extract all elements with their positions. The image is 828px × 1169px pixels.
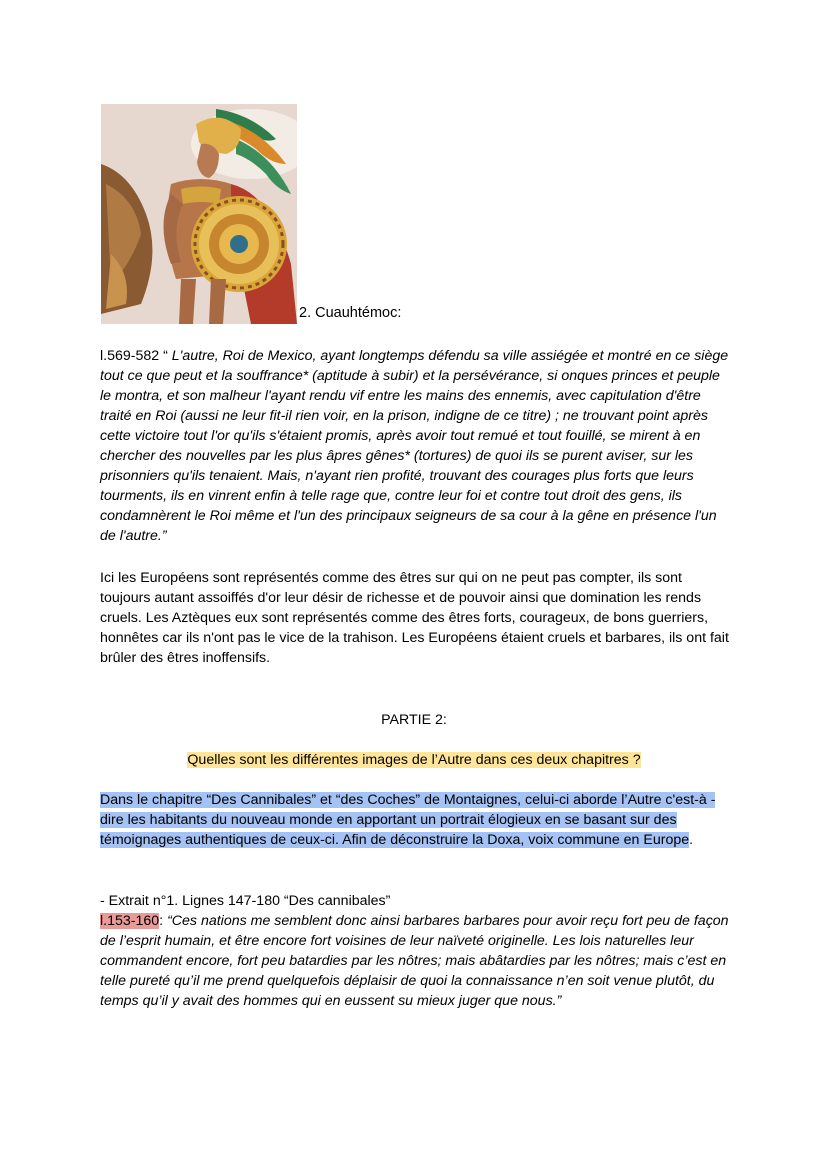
extract-quote-text: “Ces nations me semblent donc ainsi barbares barbares pour avoir reçu fort peu de façon de l’esprit humain, et être encore fort voisines de leur naïveté originelle. Les lois naturelles leur commandent encore, fort peu batardies par les nôtres; mais abâtardies par les nôtres; mais c’est en telle pureté qu’il me prend quelquefois déplaisir de quoi la connaissance n’en soit venue plutôt, du temps qu’il y avait des hommes qui en eussent su mieux juger que nous.” [100,913,729,1009]
highlighted-paragraph [100,790,730,850]
paragraph-end: . [689,832,694,848]
extract-section [100,891,730,1011]
highlighted-question: Quelles sont les différentes images de l’Autre dans ces deux chapitres ? [187,752,641,768]
extract-line-ref: l.153-160 [100,913,160,929]
quote-line-ref: l.569-582 [100,348,160,364]
extract-title: - Extrait n°1. Lignes 147-180 “Des cannibales” [100,893,391,909]
figure-caption: 2. Cuauhtémoc: [299,305,402,321]
quote-cuauhtemoc [100,346,730,546]
blue-highlight-text: Dans le chapitre “Des Cannibales” et “des Coches” de Montaignes, celui-ci aborde l’Autre c'est-à -dire les habitants du nouveau monde en apportant un portrait élogieux en se basant sur des témoignages authentiques de ceux-ci. Afin de déconstruire la Doxa, voix commune en Europe [100,792,716,848]
cuauhtemoc-portrait-image [101,104,297,324]
extract-quote-block [100,911,730,1011]
warrior-illustration-icon [101,104,297,324]
question-line [0,750,828,770]
figure-row [101,102,401,324]
analysis-paragraph: Ici les Européens sont représentés comme des êtres sur qui on ne peut pas compter, ils sont toujours autant assoiffés d'or leur désir de richesse et de pouvoir ainsi que domination les rends cruels. Les Aztèques eux sont représentés comme des êtres forts, courageux, de bons guerriers, honnêtes car ils n'ont pas le vice de la trahison. Les Européens étaient cruels et barbares, ils ont fait brûler des êtres inoffensifs. [100,570,729,666]
section-heading: PARTIE 2: [381,712,447,728]
quote-open-mark: “ [159,348,172,364]
extract-separator: : [159,913,168,929]
quote-text: L'autre, Roi de Mexico, ayant longtemps défendu sa ville assiégée et montré en ce siège tout ce que peut et la souffrance* (aptitude à subir) et la persévérance, si onques princes et peuple le montra, et son malheur l'ayant rendu vif entre les mains des ennemis, avec capitulation d'être traité en Roi (aussi ne leur fit-il rien voir, en la prison, indigne de ce titre) ; ne trouvant point après cette victoire tout l'or qu'ils s'étaient promis, après avoir tout remué et tout fouillé, se mirent à en chercher des nouvelles par les plus âpres gênes* (tortures) de quoi ils se purent aviser, sur les prisonniers qu'ils tenaient. Mais, n'ayant rien profité, trouvant des courages plus forts que leurs tourments, ils en vinrent enfin à telle rage que, contre leur foi et contre tout droit des gens, ils condamnèrent le Roi même et l'un des principaux seigneurs de sa cour à la gêne en présence l'un de l'autre.” [100,348,729,544]
